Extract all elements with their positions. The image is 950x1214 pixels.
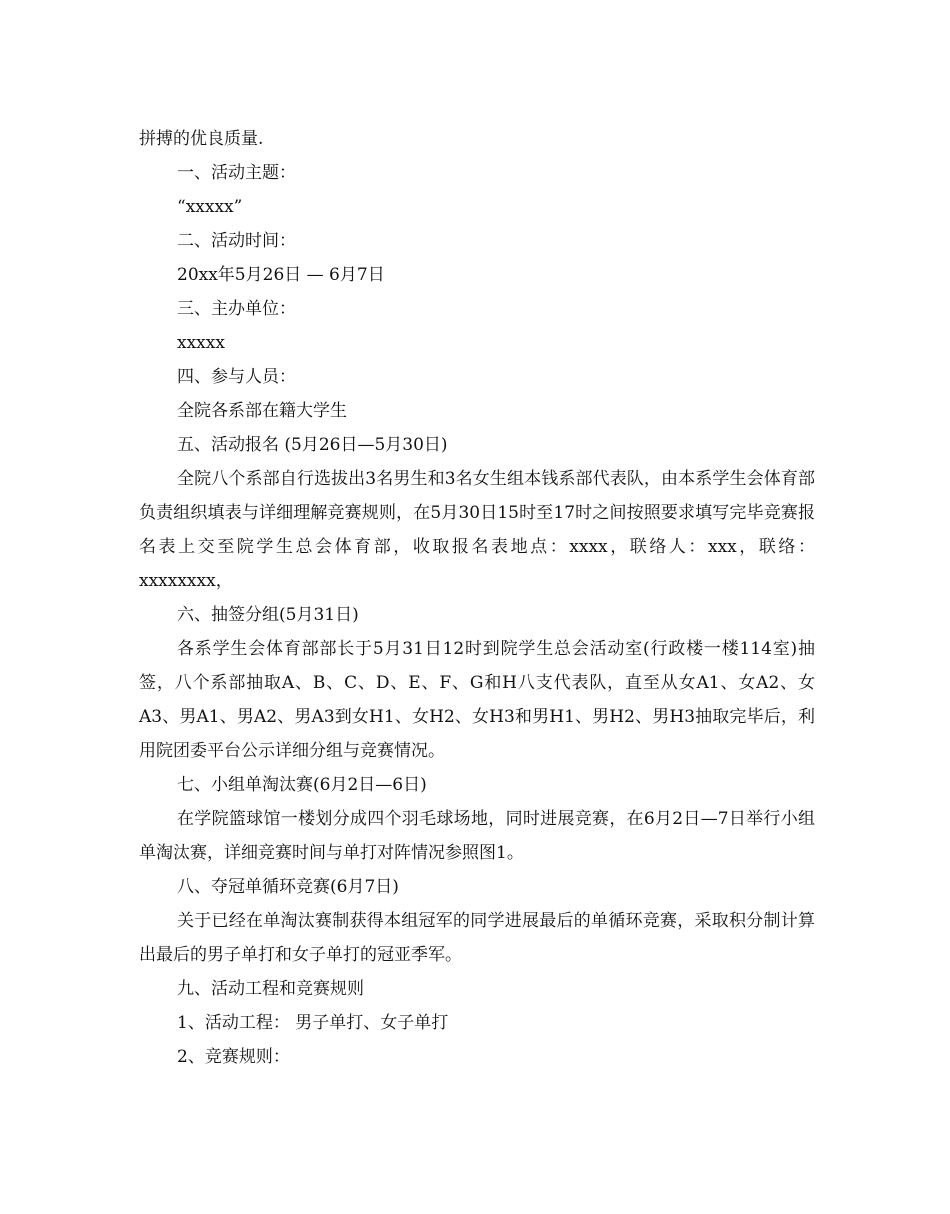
- list-item-events: 1、活动工程： 男子单打、女子单打: [177, 1013, 449, 1033]
- paragraph-draw: 各系学生会体育部部长于5月31日12时到院学生总会活动室(行政楼一楼114室)抽签，八个系部抽取A、B、C、D、E、F、G和H八支代表队，直至从女A1、女A2、女A3、男A1、男A2、男A3到女H1、女H2、女H3和男H1、男H2、男H3抽取完毕后，利用院团委平台公示详细分组与竞赛情况。: [139, 639, 815, 761]
- paragraph-registration: 全院八个系部自行选拔出3名男生和3名女生组本钱系部代表队，由本系学生会体育部负责组织填表与详细理解竞赛规则，在5月30日15时至17时之间按照要求填写完毕竞赛报名表上交至院学生总会体育部，收取报名表地点：xxxx，联络人：xxx，联络：xxxxxxxx，: [139, 469, 815, 591]
- paragraph-final: 关于已经在单淘汰赛制获得本组冠军的同学进展最后的单循环竞赛，采取积分制计算出最后的男子单打和女子单打的冠亚季军。: [139, 911, 815, 965]
- continuation-line: 拼搏的优良质量.: [139, 129, 264, 149]
- section-heading-registration: 五、活动报名 (5月26日—5月30日): [177, 435, 448, 455]
- section-heading-group-stage: 七、小组单淘汰赛(6月2日—6日): [177, 775, 427, 795]
- section-heading-final: 八、夺冠单循环竞赛(6月7日): [177, 877, 399, 897]
- list-item-rules: 2、竞赛规则：: [177, 1047, 290, 1067]
- section-heading-organizer: 三、主办单位：: [177, 299, 296, 319]
- section-heading-time: 二、活动时间：: [177, 231, 296, 251]
- section-heading-rules: 九、活动工程和竞赛规则: [177, 979, 364, 999]
- section-heading-participants: 四、参与人员：: [177, 367, 296, 387]
- section-heading-theme: 一、活动主题：: [177, 163, 296, 183]
- paragraph-group-stage: 在学院篮球馆一楼划分成四个羽毛球场地，同时进展竞赛，在6月2日—7日举行小组单淘汰赛，详细竞赛时间与单打对阵情况参照图1。: [139, 809, 815, 863]
- time-value: 20xx年5月26日 — 6月7日: [177, 265, 385, 285]
- theme-value: “xxxxx”: [177, 197, 243, 217]
- participants-value: 全院各系部在籍大学生: [177, 401, 347, 421]
- document-body: [139, 122, 815, 1074]
- organizer-value: xxxxx: [177, 333, 225, 353]
- section-heading-draw: 六、抽签分组(5月31日): [177, 605, 359, 625]
